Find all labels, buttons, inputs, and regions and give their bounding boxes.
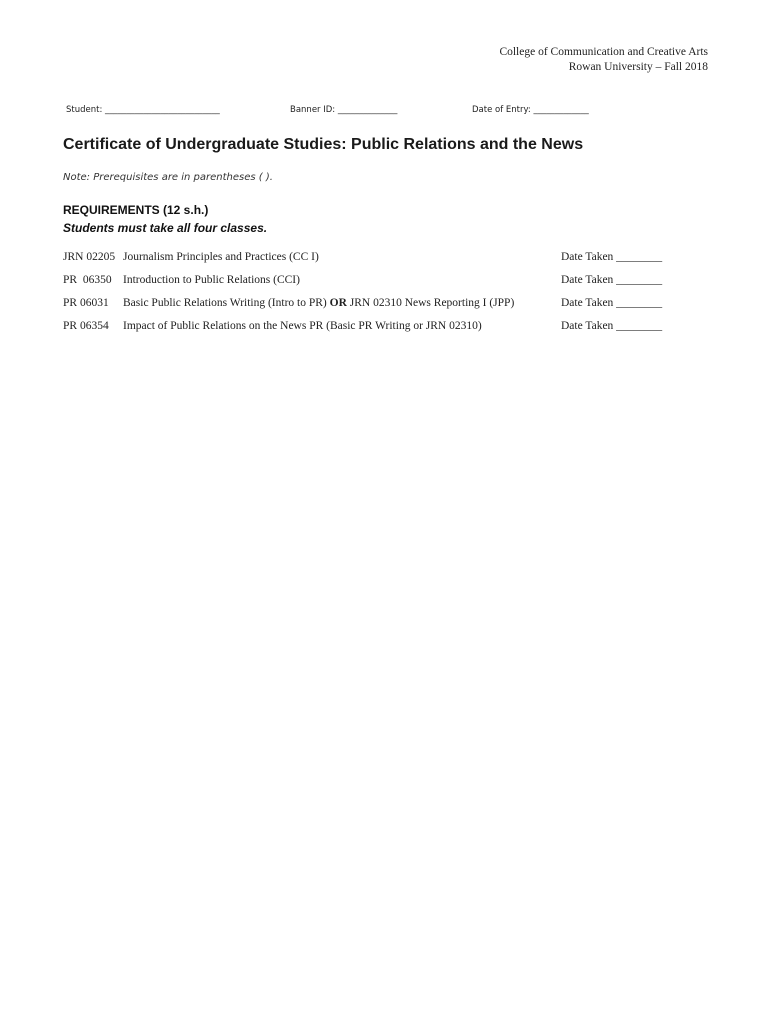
course-description bbox=[123, 251, 319, 263]
student-name-field: Student: ___________________________ bbox=[66, 105, 220, 115]
course-row bbox=[63, 320, 683, 343]
prerequisites-note: Note: Prerequisites are in parentheses ( ). bbox=[63, 172, 273, 183]
course-list bbox=[63, 251, 683, 343]
course-description bbox=[123, 320, 482, 332]
course-description bbox=[123, 274, 300, 286]
course-description-text: Impact of Public Relations on the News PR (Basic PR Writing or JRN 02310) bbox=[123, 320, 482, 332]
document-header bbox=[499, 45, 708, 75]
course-connector: OR bbox=[329, 297, 347, 309]
date-taken-field: Date Taken ________ bbox=[561, 274, 663, 286]
course-row bbox=[63, 251, 683, 274]
course-code: JRN 02205 bbox=[63, 251, 116, 263]
requirements-subheading: Students must take all four classes. bbox=[63, 221, 268, 235]
page-title: Certificate of Undergraduate Studies: Public Relations and the News bbox=[63, 136, 584, 153]
course-description-text: Basic Public Relations Writing (Intro to PR) bbox=[123, 297, 330, 309]
date-taken-field: Date Taken ________ bbox=[561, 297, 663, 309]
course-code: PR 06031 bbox=[63, 297, 109, 309]
course-code: PR 06350 bbox=[63, 274, 112, 286]
course-description-text: Journalism Principles and Practices (CC I) bbox=[123, 251, 319, 263]
banner-id-field: Banner ID: ______________ bbox=[290, 105, 398, 115]
course-description bbox=[123, 297, 514, 309]
course-row bbox=[63, 297, 683, 320]
course-description-alt: JRN 02310 News Reporting I (JPP) bbox=[346, 297, 515, 309]
date-taken-field: Date Taken ________ bbox=[561, 320, 663, 332]
course-code: PR 06354 bbox=[63, 320, 109, 332]
date-taken-field: Date Taken ________ bbox=[561, 251, 663, 263]
course-description-text: Introduction to Public Relations (CCI) bbox=[123, 274, 300, 286]
college-name: College of Communication and Creative Arts bbox=[499, 46, 708, 58]
university-term: Rowan University – Fall 2018 bbox=[568, 61, 708, 73]
date-of-entry-field: Date of Entry: _____________ bbox=[472, 105, 589, 115]
requirements-heading: REQUIREMENTS (12 s.h.) bbox=[63, 203, 209, 217]
course-row bbox=[63, 274, 683, 297]
